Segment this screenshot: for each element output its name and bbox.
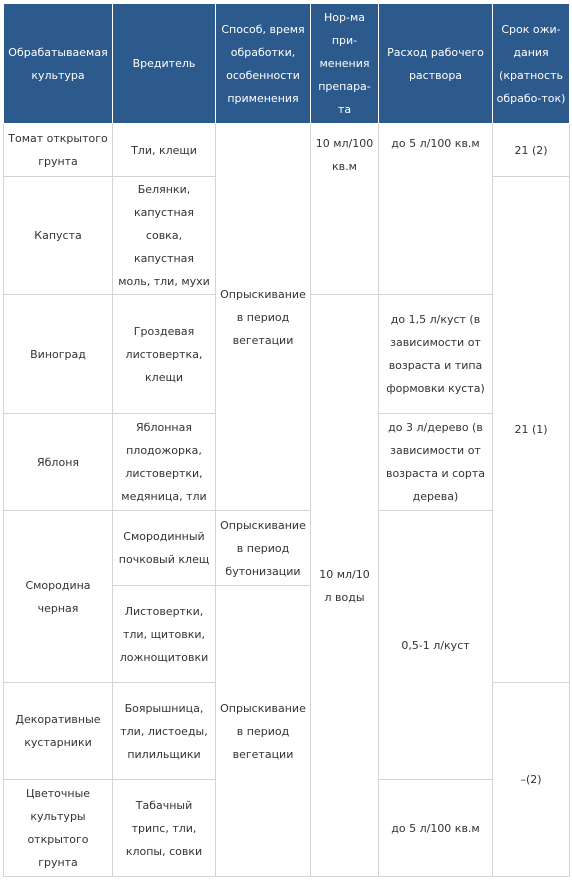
culture-cell: Цветочные культуры открытого грунта bbox=[4, 780, 113, 877]
pest-cell: Гроздевая листовертка, клещи bbox=[113, 295, 216, 414]
pest-cell: Тли, клещи bbox=[113, 124, 216, 177]
table-header-row bbox=[4, 4, 570, 124]
pest-cell: Табачный трипс, тли, клопы, совки bbox=[113, 780, 216, 877]
culture-cell: Томат открытого грунта bbox=[4, 124, 113, 177]
consumption-cell: до 5 л/100 кв.м bbox=[379, 780, 493, 877]
consumption-cell: 0,5-1 л/куст bbox=[379, 511, 493, 780]
table-row bbox=[4, 124, 570, 177]
rate-cell: 10 мл/10 л воды bbox=[311, 295, 379, 877]
consumption-cell: до 5 л/100 кв.м bbox=[379, 124, 493, 295]
table-row bbox=[4, 511, 570, 586]
pest-cell: Яблонная плодожорка, листовертки, медяница, тли bbox=[113, 414, 216, 511]
consumption-cell: до 3 л/дерево (в зависимости от возраста и сорта дерева) bbox=[379, 414, 493, 511]
pest-cell: Боярышница, тли, листоеды, пилильщики bbox=[113, 683, 216, 780]
waiting-cell: 21 (1) bbox=[493, 177, 570, 683]
header-consumption: Расход рабочего раствора bbox=[379, 4, 493, 124]
header-culture: Обрабатываемая культура bbox=[4, 4, 113, 124]
culture-cell: Смородина черная bbox=[4, 511, 113, 683]
method-cell: Опрыскивание в период вегетации bbox=[216, 586, 311, 877]
pest-cell: Смородинный почковый клещ bbox=[113, 511, 216, 586]
culture-cell: Виноград bbox=[4, 295, 113, 414]
culture-cell: Капуста bbox=[4, 177, 113, 295]
waiting-cell: –(2) bbox=[493, 683, 570, 877]
header-waiting: Срок ожи-дания (кратность обрабо-ток) bbox=[493, 4, 570, 124]
header-rate: Нор-ма при-менения препара-та bbox=[311, 4, 379, 124]
method-cell: Опрыскивание в период бутонизации bbox=[216, 511, 311, 586]
rate-cell: 10 мл/100 кв.м bbox=[311, 124, 379, 295]
waiting-cell: 21 (2) bbox=[493, 124, 570, 177]
culture-cell: Яблоня bbox=[4, 414, 113, 511]
pesticide-application-table bbox=[3, 3, 570, 877]
culture-cell: Декоративные кустарники bbox=[4, 683, 113, 780]
header-pest: Вредитель bbox=[113, 4, 216, 124]
header-method: Способ, время обработки, особенности применения bbox=[216, 4, 311, 124]
pest-cell: Белянки, капустная совка, капустная моль, тли, мухи bbox=[113, 177, 216, 295]
method-cell: Опрыскивание в период вегетации bbox=[216, 124, 311, 511]
consumption-cell: до 1,5 л/куст (в зависимости от возраста и типа формовки куста) bbox=[379, 295, 493, 414]
pest-cell: Листовертки, тли, щитовки, ложнощитовки bbox=[113, 586, 216, 683]
